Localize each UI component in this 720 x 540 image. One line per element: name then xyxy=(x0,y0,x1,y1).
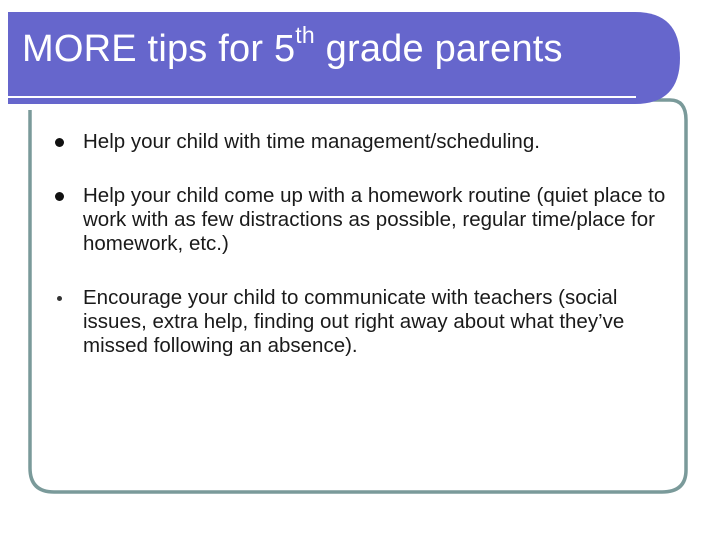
bullet-item xyxy=(55,184,675,256)
bullet-item xyxy=(55,286,675,358)
bullet-list xyxy=(55,130,675,358)
title-text-main: MORE tips for 5 xyxy=(22,28,296,70)
bullet-dot-small-icon xyxy=(57,296,62,301)
title-text-rest: grade parents xyxy=(314,28,563,70)
bullet-text: Encourage your child to communicate with teachers (social issues, extra help, finding out right away about what they’ve missed following an absence). xyxy=(83,286,625,357)
bullet-item xyxy=(55,130,675,154)
bullet-text: Help your child with time management/scheduling. xyxy=(83,130,540,153)
title-superscript: th xyxy=(295,22,315,49)
bullet-dot-icon xyxy=(55,138,64,147)
slide-title xyxy=(22,22,563,71)
bullet-text: Help your child come up with a homework routine (quiet place to work with as few distractions as possible, regular time/place for homework, etc.) xyxy=(83,184,666,255)
bullet-dot-icon xyxy=(55,192,64,201)
